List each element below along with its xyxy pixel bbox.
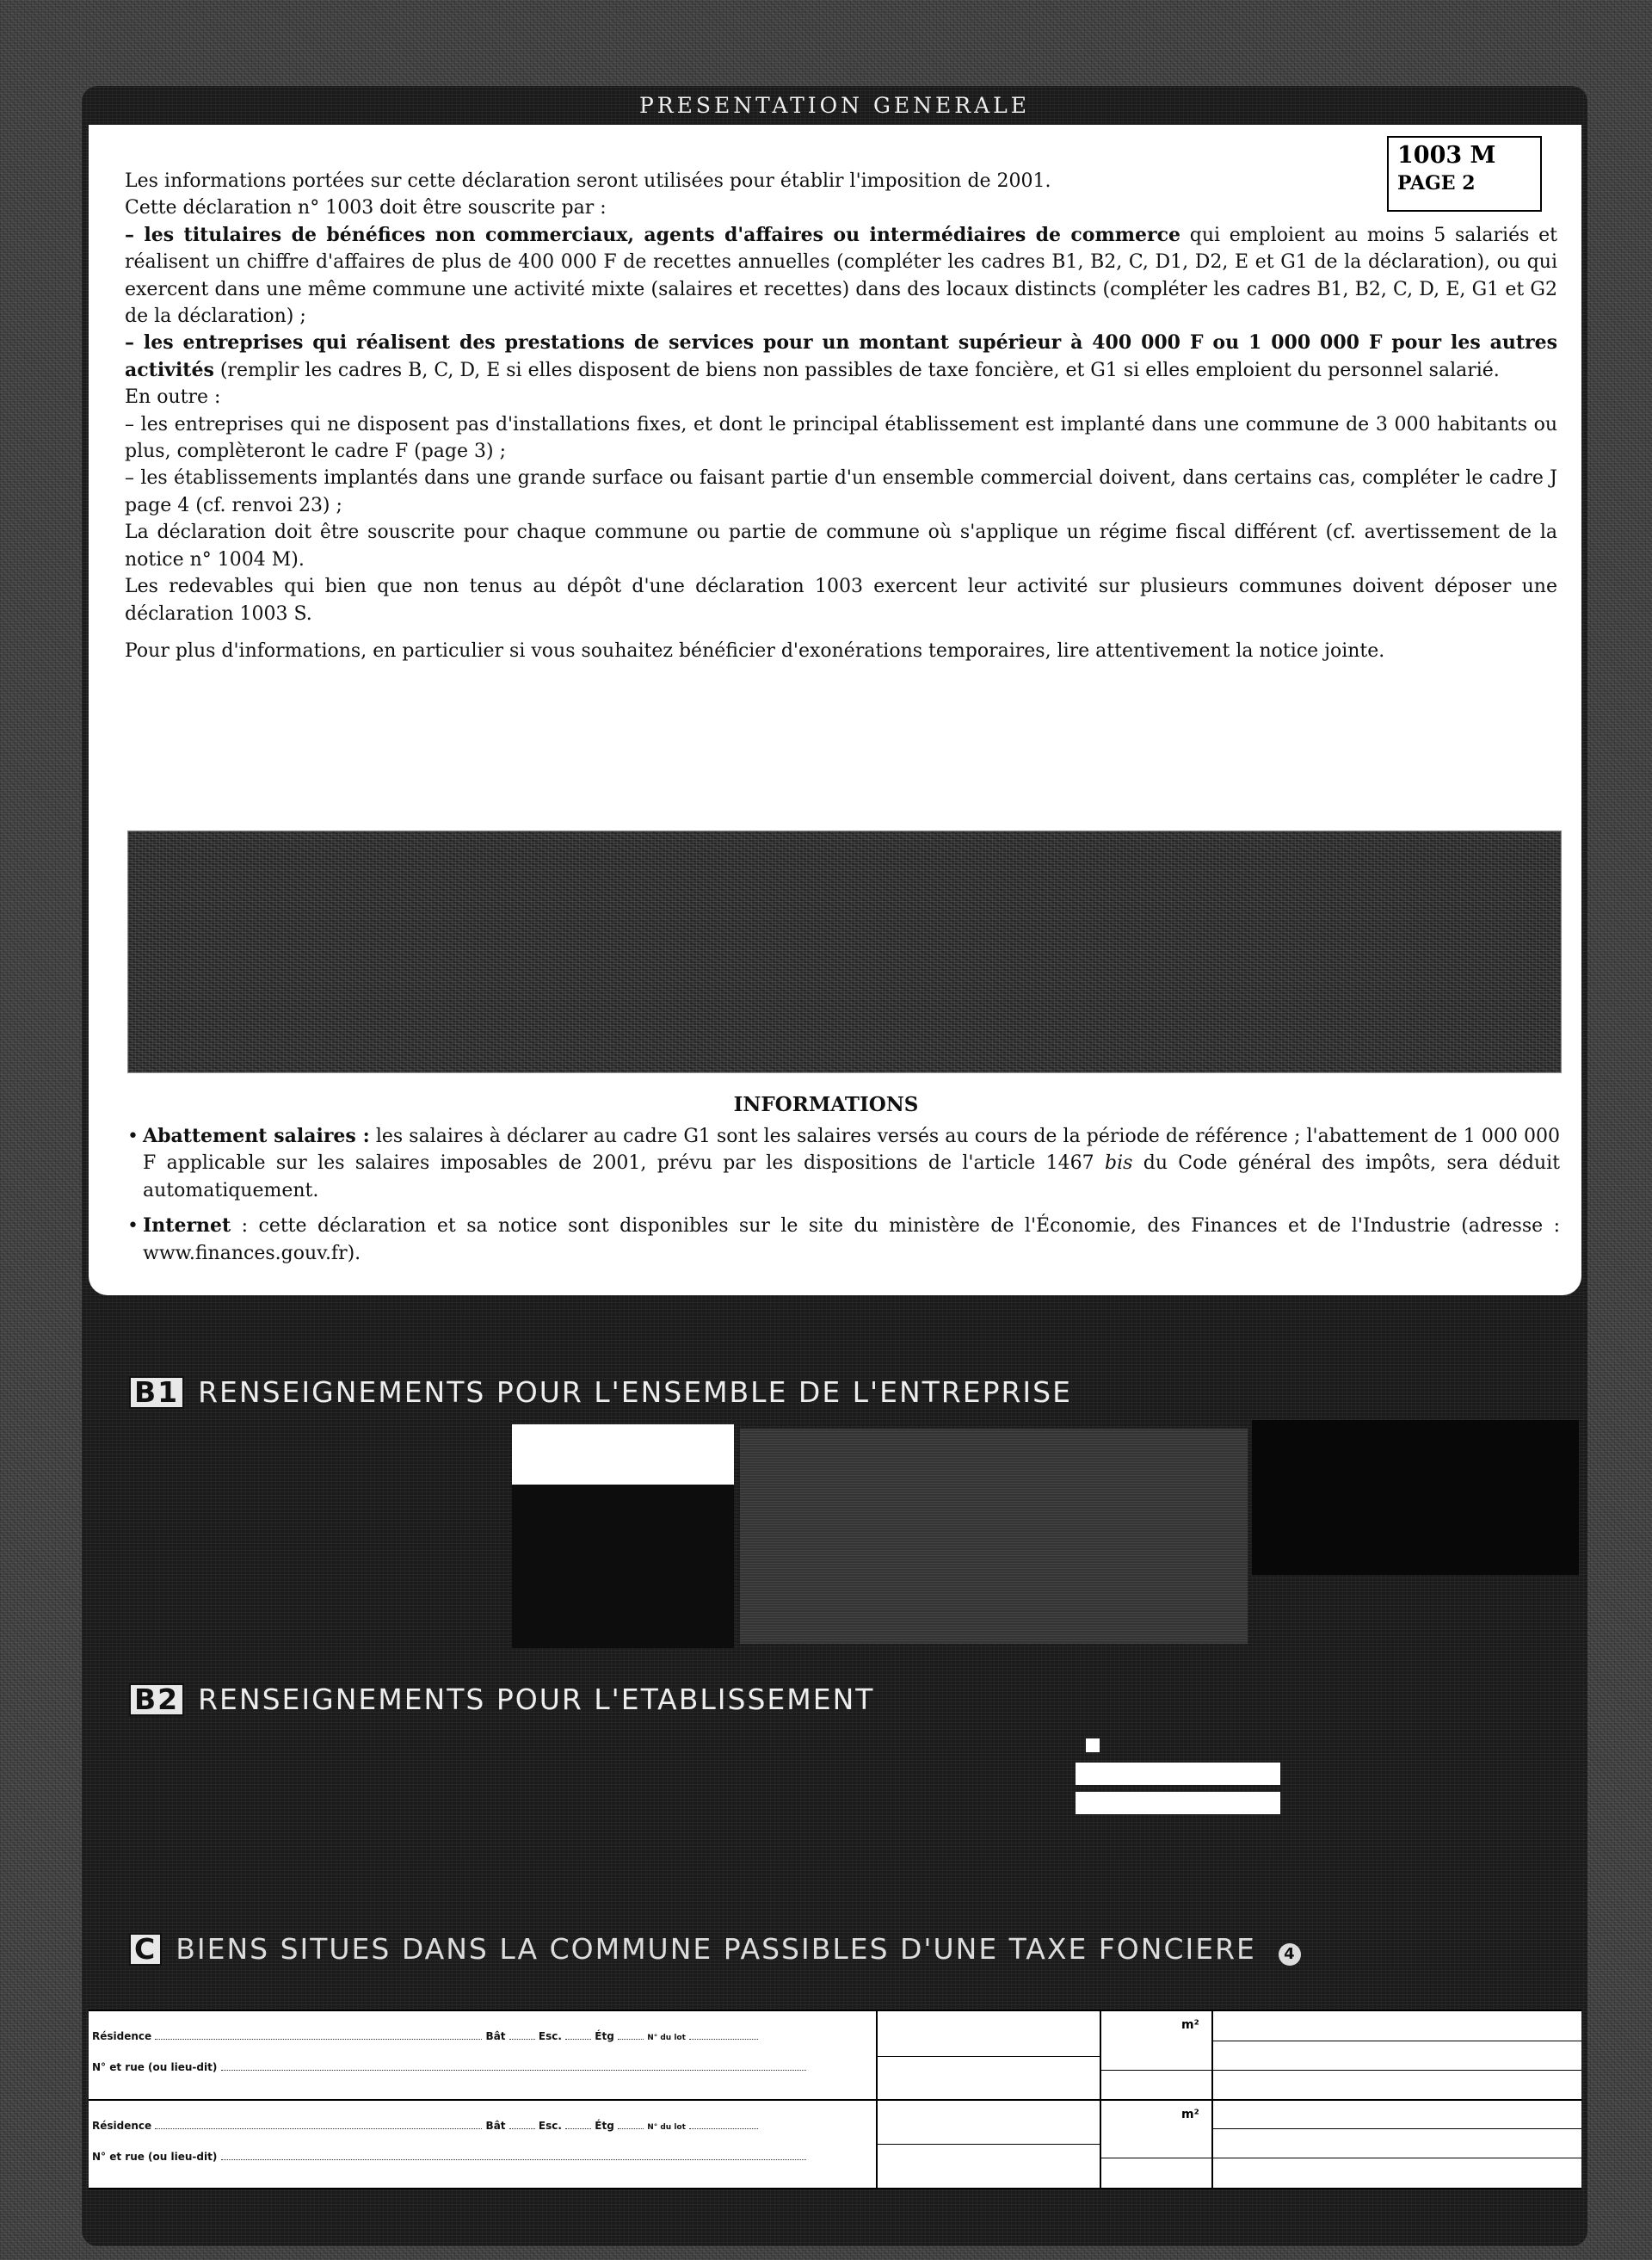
- intro-p8: La déclaration doit être souscrite pour chaque commune ou partie de commune où s'applique un régime fiscal différent (cf. avertissement de la notice n° 1004 M).: [125, 522, 1557, 571]
- bat-label: Bât: [485, 2030, 506, 2042]
- form-number: 1003 M: [1397, 142, 1496, 169]
- residence-field[interactable]: [155, 2118, 482, 2129]
- residence-field[interactable]: [155, 2028, 482, 2040]
- esc-field[interactable]: [565, 2118, 591, 2129]
- page-header: PRESENTATION GENERALE: [638, 93, 1031, 118]
- intro-p5: En outre :: [125, 386, 221, 409]
- intro-p4: [125, 330, 1557, 384]
- rue-line: [92, 2059, 806, 2073]
- intro-p2: Cette déclaration n° 1003 doit être souscrite par :: [125, 197, 607, 219]
- rue-label: N° et rue (ou lieu-dit): [92, 2061, 218, 2073]
- abattement-label: Abattement salaires :: [143, 1125, 370, 1147]
- rue-line: [92, 2149, 806, 2163]
- renvoi-4-icon: 4: [1279, 1943, 1301, 1966]
- section-c-code: C: [129, 1933, 162, 1966]
- section-b1-code: B1: [129, 1376, 184, 1409]
- section-b2-code: B2: [129, 1683, 184, 1716]
- redacted-area: [127, 831, 1562, 1073]
- b1-right-block: [1252, 1420, 1579, 1575]
- section-b1-title: [129, 1375, 1072, 1409]
- abattement-text: les salaires à déclarer au cadre G1 sont les salaires versés au cours de la période de référence ; l'abattement de 1 000 000 F applicable sur les salaires imposables de 2001, prévu par les dispositions de l'article 1467: [143, 1126, 1560, 1175]
- abattement-text-end: du Code général des impôts, sera déduit automatiquement.: [143, 1152, 1561, 1201]
- bat-field[interactable]: [509, 2028, 535, 2040]
- form-page: PAGE 2: [1397, 172, 1476, 195]
- lot-label: N° du lot: [647, 2034, 686, 2042]
- list-item: [127, 1213, 1560, 1267]
- internet-text: : cette déclaration et sa notice sont disponibles sur le site du ministère de l'Économie, des Finances et de l'Industrie (adresse : www.finances.gouv.fr).: [143, 1215, 1560, 1264]
- esc-field[interactable]: [565, 2028, 591, 2040]
- intro-text: [125, 168, 1557, 664]
- intro-p6: – les entreprises qui ne disposent pas d'installations fixes, et dont le principal établissement est implanté dans une commune de 3 000 habitants ou plus, complèteront le cadre F (page 3) ;: [125, 413, 1557, 463]
- intro-p4-rest: (remplir les cadres B, C, D, E si elles disposent de biens non passibles de taxe foncière, et G1 si elles emploient du personnel salarié.: [213, 359, 1500, 381]
- intro-p3-bold: – les titulaires de bénéfices non commerciaux, agents d'affaires ou intermédiaires de commerce: [125, 223, 1181, 246]
- rue-field[interactable]: [221, 2149, 806, 2160]
- bis-text: bis: [1104, 1152, 1133, 1175]
- b1-white-field[interactable]: [512, 1424, 734, 1485]
- lot-field[interactable]: [689, 2028, 758, 2040]
- section-b2-title: [129, 1683, 874, 1716]
- lot-label: N° du lot: [647, 2123, 686, 2132]
- section-c-title: [129, 1932, 1301, 1966]
- b2-field-1[interactable]: [1076, 1763, 1280, 1785]
- rue-field[interactable]: [221, 2059, 806, 2071]
- b2-checkbox[interactable]: [1086, 1738, 1100, 1752]
- intro-p1: Les informations portées sur cette déclaration seront utilisées pour établir l'imposition de 2001.: [125, 170, 1051, 192]
- rue-label: N° et rue (ou lieu-dit): [92, 2151, 218, 2163]
- m2-unit: m²: [1181, 2018, 1199, 2032]
- residence-line: [92, 2118, 758, 2132]
- esc-label: Esc.: [538, 2030, 562, 2042]
- residence-label: Résidence: [92, 2120, 152, 2132]
- table-c: [89, 2010, 1581, 2189]
- list-item: [127, 1123, 1560, 1204]
- table-row: [89, 2011, 1581, 2097]
- residence-label: Résidence: [92, 2030, 152, 2042]
- section-b1-label: RENSEIGNEMENTS POUR L'ENSEMBLE DE L'ENTREPRISE: [198, 1375, 1072, 1409]
- lot-field[interactable]: [689, 2118, 758, 2129]
- bat-field[interactable]: [509, 2118, 535, 2129]
- intro-p3-rest: qui emploient au moins 5 salariés et réalisent un chiffre d'affaires de plus de 400 000 F de recettes annuelles (compléter les cadres B1, B2, C, D1, D2, E et G1 de la déclaration), ou qui exercent dans une même commune une activité mixte (salaires et recettes) dans des locaux distincts (compléter les cadres B1, B2, C, D, E, G1 et G2 de la déclaration) ;: [125, 224, 1557, 328]
- etg-field[interactable]: [618, 2028, 644, 2040]
- informations-list: [127, 1123, 1560, 1275]
- b1-grey-area: [740, 1429, 1248, 1644]
- etg-label: Étg: [595, 2030, 614, 2042]
- bat-label: Bât: [485, 2120, 506, 2132]
- m2-unit: m²: [1181, 2108, 1199, 2121]
- etg-label: Étg: [595, 2120, 614, 2132]
- b1-dark-column: [512, 1485, 734, 1648]
- esc-label: Esc.: [538, 2120, 562, 2132]
- section-c-label: BIENS SITUES DANS LA COMMUNE PASSIBLES D'UNE TAXE FONCIERE: [176, 1932, 1256, 1966]
- intro-p10: Pour plus d'informations, en particulier si vous souhaitez bénéficier d'exonérations temporaires, lire attentivement la notice jointe.: [125, 639, 1385, 662]
- internet-label: Internet: [143, 1214, 231, 1238]
- informations-title: INFORMATIONS: [733, 1093, 919, 1116]
- intro-p7: – les établissements implantés dans une grande surface ou faisant partie d'un ensemble commercial doivent, dans certains cas, compléter le cadre J page 4 (cf. renvoi 23) ;: [125, 467, 1557, 516]
- table-row: [89, 2101, 1581, 2187]
- intro-p3: [125, 222, 1557, 330]
- section-b2-label: RENSEIGNEMENTS POUR L'ETABLISSEMENT: [198, 1683, 875, 1716]
- intro-p4-bold: – les entreprises qui réalisent des prestations de services pour un montant supérieur à 400 000 F ou 1 000 000 F pour les autres activités: [125, 331, 1557, 381]
- b2-field-2[interactable]: [1076, 1792, 1280, 1814]
- residence-line: [92, 2028, 758, 2042]
- etg-field[interactable]: [618, 2118, 644, 2129]
- intro-p9: Les redevables qui bien que non tenus au dépôt d'une déclaration 1003 exercent leur activité sur plusieurs communes doivent déposer une déclaration 1003 S.: [125, 576, 1557, 625]
